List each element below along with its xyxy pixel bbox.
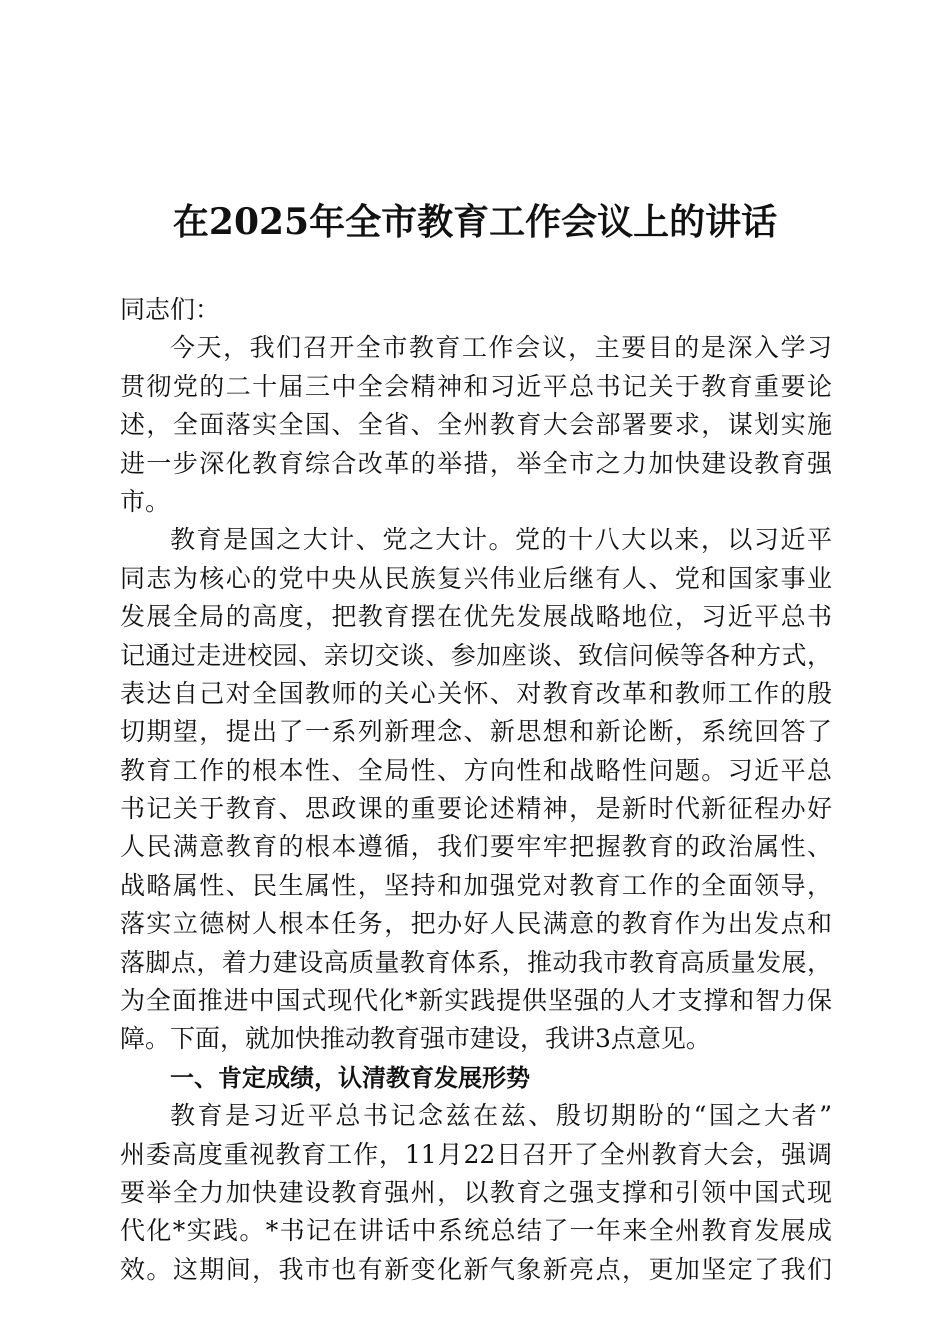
text-line: 贯彻党的二十届三中全会精神和习近平总书记关于教育重要论	[120, 371, 832, 401]
text-line: 落实立德树人根本任务，把办好人民满意的教育作为出发点和	[120, 909, 832, 939]
text-line: 同志为核心的党中央从民族复兴伟业后继有人、党和国家事业	[120, 563, 832, 593]
text-line: 记通过走进校园、亲切交谈、参加座谈、致信问候等各种方式，	[120, 640, 832, 670]
paragraph-education	[120, 521, 832, 1058]
text-line: 州委高度重视教育工作，11月22日召开了全州教育大会，强调	[120, 1139, 832, 1169]
text-line: 今天，我们召开全市教育工作会议，主要目的是深入学习	[170, 333, 832, 363]
text-line: 要举全力加快建设教育强州，以教育之强支撑和引领中国式现	[120, 1177, 832, 1207]
text-line: 战略属性、民生属性，坚持和加强党对教育工作的全面领导，	[120, 870, 832, 900]
text-line: 教育是国之大计、党之大计。党的十八大以来，以习近平	[170, 525, 832, 555]
paragraph-achievements	[120, 1097, 832, 1289]
text-line: 代化*实践。*书记在讲话中系统总结了一年来全州教育发展成	[120, 1216, 832, 1246]
text-line: 教育工作的根本性、全局性、方向性和战略性问题。习近平总	[120, 755, 832, 785]
text-line: 述，全面落实全国、全省、全州教育大会部署要求，谋划实施	[120, 410, 832, 440]
salutation: 同志们：	[120, 295, 221, 324]
text-line: 落脚点，着力建设高质量教育体系，推动我市教育高质量发展，	[120, 947, 832, 977]
text-line: 效。这期间，我市也有新变化新气象新亮点，更加坚定了我们	[120, 1254, 832, 1284]
text-line: 进一步深化教育综合改革的举措，举全市之力加快建设教育强	[120, 448, 832, 478]
text-line: 人民满意教育的根本遵循，我们要牢牢把握教育的政治属性、	[120, 832, 832, 862]
paragraph-intro	[120, 329, 832, 521]
text-line: 为全面推进中国式现代化*新实践提供坚强的人才支撑和智力保	[120, 986, 832, 1016]
text-line: 市。	[120, 486, 171, 516]
document-body	[120, 291, 832, 1289]
section-heading: 一、肯定成绩，认清教育发展形势	[170, 1063, 530, 1092]
text-line: 发展全局的高度，把教育摆在优先发展战略地位，习近平总书	[120, 602, 832, 632]
text-line: 障。下面，就加快推动教育强市建设，我讲3点意见。	[120, 1024, 711, 1054]
text-line: 书记关于教育、思政课的重要论述精神，是新时代新征程办好	[120, 794, 832, 824]
document-title: 在2025年全市教育工作会议上的讲话	[172, 201, 778, 243]
text-line: 切期望，提出了一系列新理念、新思想和新论断，系统回答了	[120, 717, 832, 747]
text-line: 教育是习近平总书记念兹在兹、殷切期盼的“国之大者”	[170, 1101, 832, 1131]
text-line: 表达自己对全国教师的关心关怀、对教育改革和教师工作的殷	[120, 678, 832, 708]
